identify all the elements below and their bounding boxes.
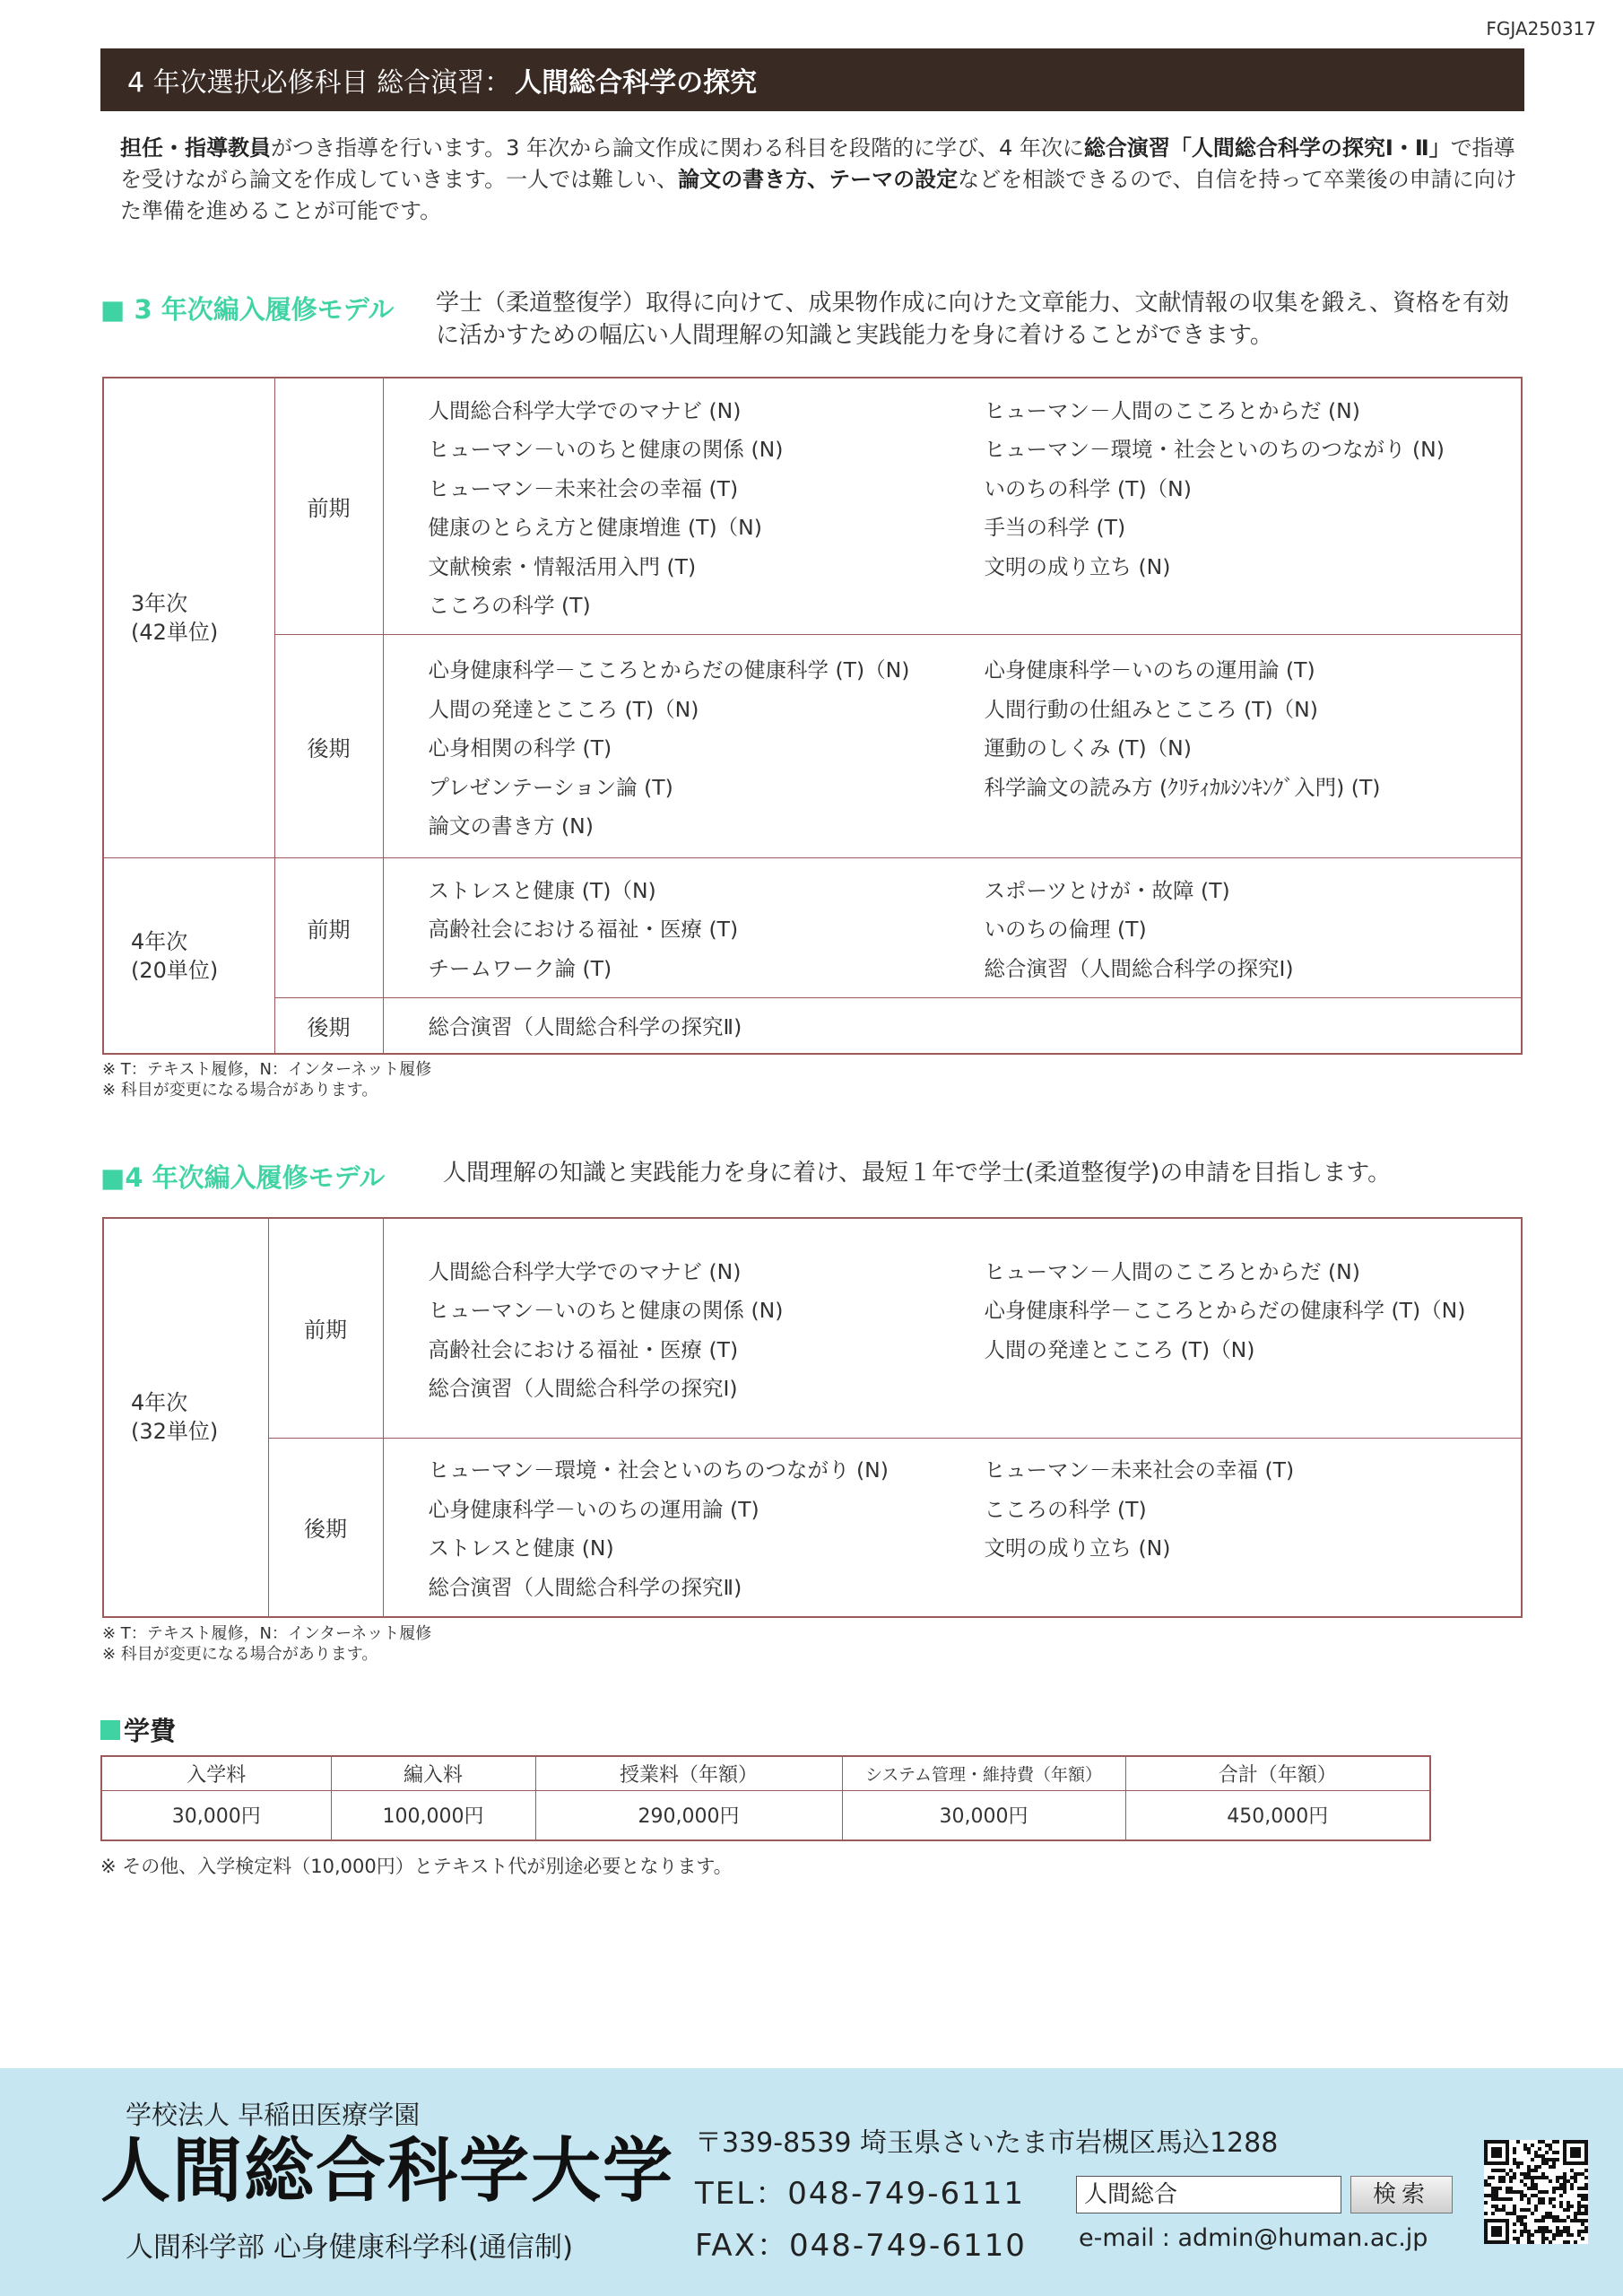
course-item: こころの科学 (T)	[428, 593, 591, 619]
course-item: こころの科学 (T)	[984, 1496, 1147, 1522]
search-input[interactable]: 人間総合	[1076, 2176, 1341, 2213]
course-item: 心身相関の科学 (T)	[428, 735, 612, 761]
page-title-bar	[100, 48, 1524, 111]
course-item: 論文の書き方 (N)	[428, 813, 594, 839]
email[interactable]: e-mail : admin@human.ac.jp	[1079, 2224, 1428, 2252]
term-label: 前期	[268, 1218, 383, 1438]
document-code: FGJA250317	[1486, 18, 1596, 39]
fees-heading	[100, 1711, 176, 1748]
fees-note: ※ その他、入学検定料（10,000円）とテキスト代が別途必要となります。	[100, 1856, 733, 1877]
model3-year3-cell	[103, 378, 274, 858]
intro-text-1: がつき指導を行います。3 年次から論文作成に関わる科目を段階的に学び、4 年次に	[271, 135, 1084, 161]
course-item: ヒューマン－環境・社会といのちのつながり (N)	[428, 1457, 889, 1483]
course-list	[383, 1218, 1522, 1438]
course-item: 文明の成り立ち (N)	[984, 553, 1171, 579]
year-label: 4年次	[131, 1390, 188, 1416]
fee-value: 450,000円	[1125, 1790, 1430, 1840]
term-label: 後期	[274, 635, 383, 858]
fee-header: システム管理・維持費（年額）	[842, 1756, 1125, 1790]
fees-table	[100, 1755, 1431, 1841]
course-item: 総合演習（人間総合科学の探究Ⅱ)	[383, 997, 1522, 1054]
fee-value: 290,000円	[535, 1790, 842, 1840]
course-item: 運動のしくみ (T)（N)	[984, 735, 1192, 761]
course-item: 科学論文の読み方 (ｸﾘﾃｨｶﾙｼﾝｷﾝｸﾞ入門) (T)	[984, 774, 1381, 800]
course-item: 人間総合科学大学でのマナビ (N)	[428, 397, 742, 423]
fee-header: 授業料（年額）	[535, 1756, 842, 1790]
note-line: ※ T：テキスト履修，N：インターネット履修	[102, 1624, 432, 1643]
year-label: 4年次	[131, 928, 188, 954]
course-item: 総合演習（人間総合科学の探究Ⅱ)	[428, 1574, 742, 1600]
course-item: ヒューマン－人間のこころとからだ (N)	[984, 1258, 1360, 1284]
model3-notes	[102, 1059, 431, 1100]
intro-text-3: などを相談できるので、自信を持って卒業後の申請に向けた準備を進めることが可能です。	[120, 167, 1517, 223]
credits-label: (20単位)	[131, 957, 219, 983]
course-item: 健康のとらえ方と健康増進 (T)（N)	[428, 515, 762, 541]
title-prefix: 4 年次選択必修科目 総合演習：	[127, 67, 512, 99]
fee-value: 30,000円	[101, 1790, 331, 1840]
term-label: 後期	[268, 1438, 383, 1617]
course-item: 人間総合科学大学でのマナビ (N)	[428, 1258, 742, 1284]
note-line: ※ 科目が変更になる場合があります。	[102, 1645, 378, 1664]
university-logo-text: 人間総合科学大学	[100, 2131, 675, 2212]
course-item: プレゼンテーション論 (T)	[428, 774, 673, 800]
note-line: ※ 科目が変更になる場合があります。	[102, 1081, 378, 1100]
course-item: チームワーク論 (T)	[428, 955, 612, 981]
fee-header: 編入料	[331, 1756, 535, 1790]
intro-text-2: で指導を受けながら論文を作成していきます。一人では難しい、	[120, 135, 1515, 192]
fee-header: 入学料	[101, 1756, 331, 1790]
model4-table	[102, 1217, 1523, 1618]
term-label: 前期	[274, 858, 383, 998]
model4-description: 人間理解の知識と実践能力を身に着け、最短１年で学士(柔道整復学)の申請を目指します。	[443, 1160, 1392, 1187]
course-list	[383, 1438, 1522, 1617]
course-item: ヒューマン－未来社会の幸福 (T)	[984, 1457, 1295, 1483]
course-item: 心身健康科学－こころとからだの健康科学 (T)（N)	[428, 657, 910, 683]
model4-heading: ■4 年次編入履修モデル	[100, 1162, 386, 1193]
term-label: 後期	[274, 997, 383, 1054]
course-list	[383, 635, 1522, 858]
model3-heading: ■ 3 年次編入履修モデル	[100, 294, 395, 325]
heading-square-icon	[100, 1720, 120, 1740]
course-item: 人間の発達とこころ (T)（N)	[428, 696, 699, 722]
course-item: 人間行動の仕組みとこころ (T)（N)	[984, 696, 1318, 722]
department-name: 人間科学部 心身健康科学科(通信制)	[126, 2231, 574, 2264]
course-item: いのちの科学 (T)（N)	[984, 475, 1192, 501]
model3-table	[102, 377, 1523, 1055]
fee-header: 合計（年額）	[1125, 1756, 1430, 1790]
course-item: 人間の発達とこころ (T)（N)	[984, 1336, 1255, 1362]
address: 〒339-8539 埼玉県さいたま市岩槻区馬込1288	[695, 2127, 1279, 2159]
course-item: ストレスと健康 (N)	[428, 1535, 614, 1561]
course-item: ヒューマン－人間のこころとからだ (N)	[984, 397, 1360, 423]
fees-heading-label: 学費	[124, 1716, 177, 1746]
fax: FAX：048-749-6110	[695, 2228, 1027, 2264]
qr-code-graphic	[1484, 2140, 1588, 2244]
course-item: 高齢社会における福祉・医療 (T)	[428, 1336, 739, 1362]
credits-label: (32単位)	[131, 1419, 219, 1445]
course-item: 文献検索・情報活用入門 (T)	[428, 553, 697, 579]
intro-paragraph	[120, 133, 1519, 227]
search-button[interactable]: 検索	[1350, 2176, 1453, 2213]
intro-bold-3: 論文の書き方、テーマの設定	[678, 167, 959, 192]
footer	[0, 2068, 1623, 2296]
credits-label: (42単位)	[131, 620, 219, 645]
course-item: ヒューマン－いのちと健康の関係 (N)	[428, 437, 784, 463]
course-item: ヒューマン－環境・社会といのちのつながり (N)	[984, 437, 1445, 463]
course-item: 心身健康科学－いのちの運用論 (T)	[984, 657, 1315, 683]
course-item: ヒューマン－未来社会の幸福 (T)	[428, 475, 739, 501]
course-item: 手当の科学 (T)	[984, 515, 1126, 541]
model4-notes	[102, 1623, 431, 1665]
course-list	[383, 378, 1522, 635]
course-item: いのちの倫理 (T)	[984, 917, 1147, 943]
qr-code-icon[interactable]	[1484, 2140, 1588, 2244]
fee-value: 30,000円	[842, 1790, 1125, 1840]
course-item: ストレスと健康 (T)（N)	[428, 877, 656, 903]
intro-bold-1: 担任・指導教員	[120, 135, 271, 161]
term-label: 前期	[274, 378, 383, 635]
model3-year4-cell	[103, 858, 274, 1055]
title-main: 人間総合科学の探究	[515, 67, 758, 99]
course-item: スポーツとけが・故障 (T)	[984, 877, 1230, 903]
model4-year4-cell	[103, 1218, 268, 1617]
year-label: 3年次	[131, 591, 188, 616]
course-item: 心身健康科学－こころとからだの健康科学 (T)（N)	[984, 1298, 1466, 1323]
course-item: 文明の成り立ち (N)	[984, 1535, 1171, 1561]
telephone: TEL：048-749-6111	[695, 2176, 1026, 2212]
course-item: 総合演習（人間総合科学の探究Ⅰ)	[984, 955, 1294, 981]
course-list	[383, 858, 1522, 998]
course-item: 高齢社会における福祉・医療 (T)	[428, 917, 739, 943]
course-item: ヒューマン－いのちと健康の関係 (N)	[428, 1298, 784, 1323]
model3-description: 学士（柔道整復学）取得に向けて、成果物作成に向けた文章能力、文献情報の収集を鍛え、資格を有効に活かすための幅広い人間理解の知識と実践能力を身に着けることができます。	[436, 290, 1510, 349]
course-item: 総合演習（人間総合科学の探究Ⅰ)	[428, 1376, 738, 1401]
fee-value: 100,000円	[331, 1790, 535, 1840]
corporation-name: 学校法人 早稲田医療学園	[126, 2100, 421, 2130]
intro-bold-2: 総合演習「人間総合科学の探究Ⅰ・Ⅱ」	[1083, 135, 1451, 161]
note-line: ※ T：テキスト履修，N：インターネット履修	[102, 1060, 432, 1079]
course-item: 心身健康科学－いのちの運用論 (T)	[428, 1496, 759, 1522]
